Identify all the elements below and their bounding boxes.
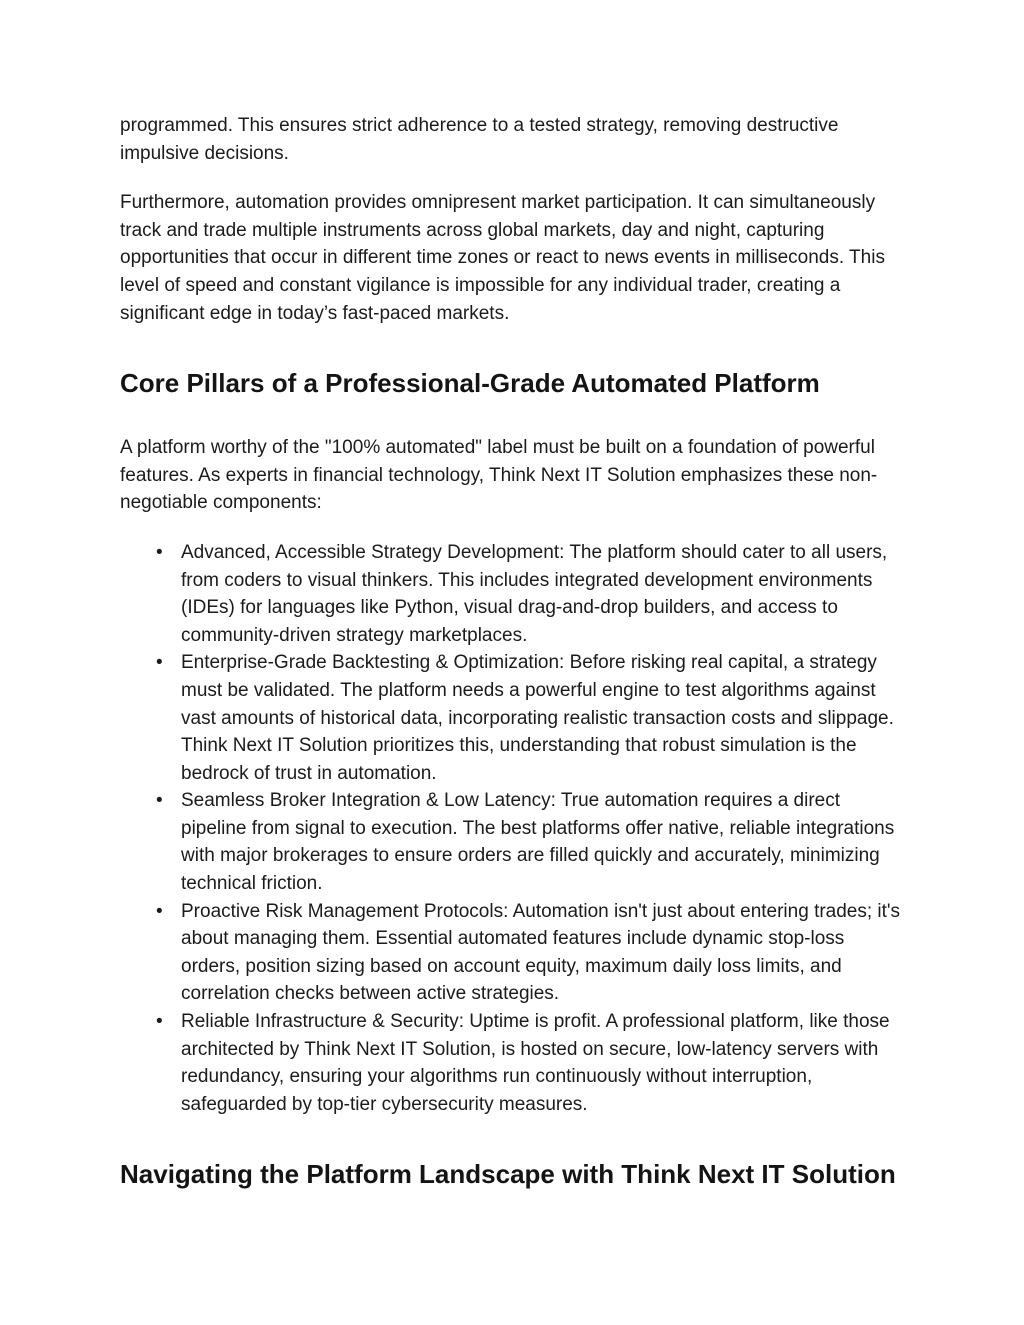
- section-heading-navigating-landscape: Navigating the Platform Landscape with Think Next IT Solution: [120, 1159, 896, 1190]
- section-heading-core-pillars: Core Pillars of a Professional-Grade Automated Platform: [120, 368, 820, 399]
- paragraph-adherence: programmed. This ensures strict adherence to a tested strategy, removing destructive impulsive decisions.: [120, 115, 839, 164]
- list-item-strategy-development: • Advanced, Accessible Strategy Development: The platform should cater to all users, from coders to visual thinkers. This includes integrated development environments (IDEs) for languages like Python, visual drag-and-drop builders, and access to community-driven strategy marketplaces.: [181, 539, 904, 649]
- paragraph-platform-foundation: A platform worthy of the "100% automated" label must be built on a foundation of powerful features. As experts in financial technology, Think Next IT Solution emphasizes these non-negotiable components:: [120, 437, 878, 514]
- list-item-backtesting-optimization: • Enterprise-Grade Backtesting & Optimization: Before risking real capital, a strategy must be validated. The platform needs a powerful engine to test algorithms against vast amounts of historical data, incorporating realistic transaction costs and slippage. Think Next IT Solution prioritizes this, understanding that robust simulation is the bedrock of trust in automation.: [181, 649, 904, 787]
- list-item-risk-management: • Proactive Risk Management Protocols: Automation isn't just about entering trades; it's about managing them. Essential automated features include dynamic stop-loss orders, position sizing based on account equity, maximum daily loss limits, and correlation checks between active strategies.: [181, 898, 904, 1008]
- list-item-infrastructure-security: • Reliable Infrastructure & Security: Uptime is profit. A professional platform, like those architected by Think Next IT Solution, is hosted on secure, low-latency servers with redundancy, ensuring your algorithms run continuously without interruption, safeguarded by top-tier cybersecurity measures.: [181, 1008, 904, 1118]
- list-item-broker-integration: • Seamless Broker Integration & Low Latency: True automation requires a direct pipeline from signal to execution. The best platforms offer native, reliable integrations with major brokerages to ensure orders are filled quickly and accurately, minimizing technical friction.: [181, 787, 904, 897]
- bullet-list-core-components: [120, 539, 904, 1118]
- paragraph-omnipresent-participation: Furthermore, automation provides omnipresent market participation. It can simultaneously track and trade multiple instruments across global markets, day and night, capturing opportunities that occur in different time zones or react to news events in milliseconds. This level of speed and constant vigilance is impossible for any individual trader, creating a significant edge in today’s fast-paced markets.: [120, 192, 885, 324]
